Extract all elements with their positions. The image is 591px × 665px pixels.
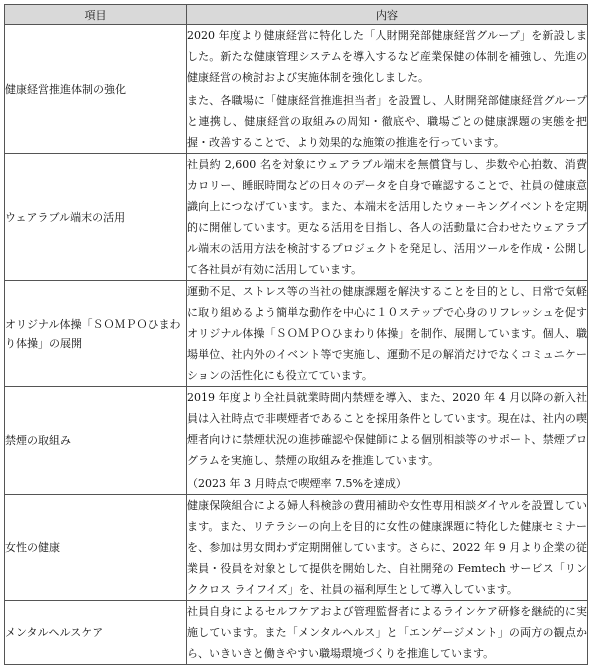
header-item: 項目 xyxy=(5,5,187,25)
row-item-label: 健康経営推進体制の強化 xyxy=(5,25,187,154)
row-content xyxy=(187,281,588,387)
table-header xyxy=(5,5,588,25)
health-initiatives-table xyxy=(4,4,588,665)
content-paragraph: また、各職場に「健康経営推進担当者」を設置し、人財開発部健康経営グループと連携し、健康経営の取組みの周知・徹底や、職場ごとの健康課題の実態を把握・改善することで、より効果的な施策の推進を行っています。 xyxy=(187,94,587,149)
row-content xyxy=(187,154,588,281)
content-paragraph: 社員約 2,600 名を対象にウェアラブル端末を無償貸与し、歩数や心拍数、消費カロリー、睡眠時間などの日々のデータを自身で確認することで、社員の健康意識向上につなげています。また、本端末を活用したウォーキングイベントを定期的に開催しています。更なる活用を目指し、各人の活動量に合わせたウェアラブル端末の活用方法を検討するプロジェクトを発足し、活用ツールを作成・公開して各社員が有効に活用しています。 xyxy=(187,158,587,276)
content-paragraph: 2020 年度より健康経営に特化した「人財開発部健康経営グループ」を新設しました。新たな健康管理システムを導入するなど産業保健の体制を補強し、先進の健康経営の検討および実施体制を強化しました。 xyxy=(187,29,587,84)
content-paragraph: 健康保険組合による婦人科検診の費用補助や女性専用相談ダイヤルを設置しています。また、リテラシーの向上を目的に女性の健康課題に特化した健康セミナーを、参加は男女問わず定期開催しています。さらに、2022 年 9 月より企業の従業員・役員を対象として提供を開始した、自社開発の Femtech サービス「リンククロス ライフイズ」を、社員の福利厚生として導入しています。 xyxy=(187,499,587,596)
row-item-label: ウェアラブル端末の活用 xyxy=(5,154,187,281)
table-row xyxy=(5,154,588,281)
row-content xyxy=(187,25,588,154)
content-paragraph: 社員自身によるセルフケアおよび管理監督者によるラインケア研修を継続的に実施しています。また「メンタルヘルス」と「エンゲージメント」の両方の観点から、いきいきと働きやすい職場環境づくりを推進しています。 xyxy=(187,605,587,660)
content-paragraph: （2023 年 3 月時点で喫煙率 7.5%を達成） xyxy=(187,477,407,490)
header-content: 内容 xyxy=(187,5,588,25)
table-row xyxy=(5,495,588,601)
table-row xyxy=(5,387,588,495)
header-row xyxy=(5,5,588,25)
row-item-label: 禁煙の取組み xyxy=(5,387,187,495)
row-content xyxy=(187,495,588,601)
content-paragraph: 2019 年度より全社員就業時間内禁煙を導入、また、2020 年 4 月以降の新入社員は入社時点で非喫煙者であることを採用条件としています。現在は、社内の喫煙者向けに禁煙状況の進捗確認や保健師による個別相談等のサポート、禁煙プログラムを実施し、禁煙の取組みを推進しています。 xyxy=(187,391,587,467)
row-content xyxy=(187,387,588,495)
content-paragraph: 運動不足、ストレス等の当社の健康課題を解決することを目的とし、日常で気軽に取り組めるよう簡単な動作を中心に１０ステップで心身のリフレッシュを促すオリジナル体操「ＳＯＭＰＯひまわり体操」を制作、展開しています。個人、職場単位、社内外のイベント等で実施し、運動不足の解消だけでなくコミュニケーションの活性化にも役立てています。 xyxy=(187,285,587,382)
table-row xyxy=(5,281,588,387)
table-body xyxy=(5,25,588,665)
row-content xyxy=(187,601,588,665)
table-row xyxy=(5,25,588,154)
row-item-label: メンタルヘルスケア xyxy=(5,601,187,665)
table-row xyxy=(5,601,588,665)
row-item-label: 女性の健康 xyxy=(5,495,187,601)
row-item-label: オリジナル体操「ＳＯＭＰＯひまわり体操」の展開 xyxy=(5,281,187,387)
